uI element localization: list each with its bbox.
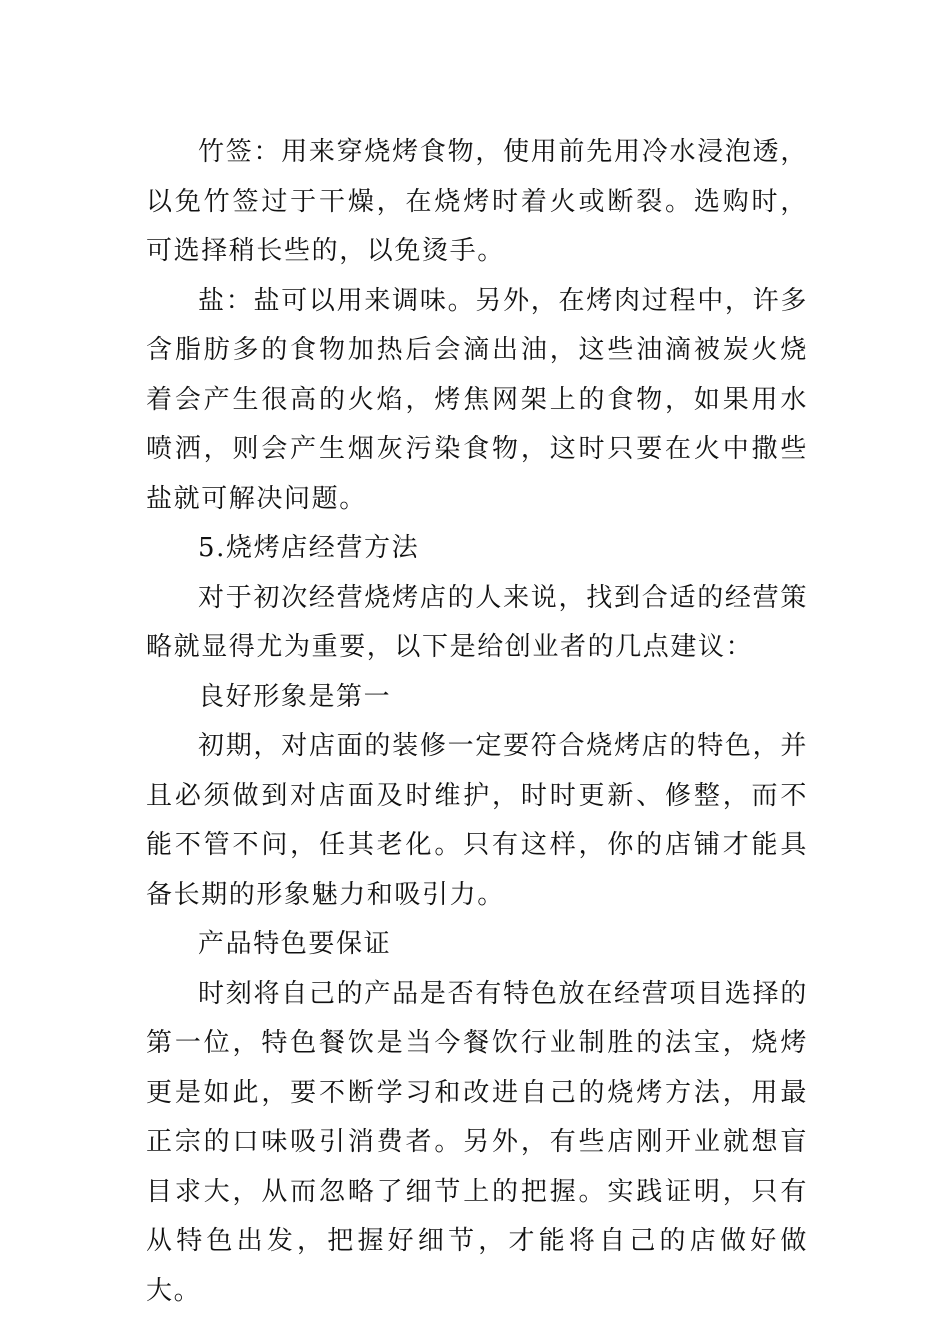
paragraph-bamboo-skewers: 竹签：用来穿烧烤食物，使用前先用冷水浸泡透，以免竹签过于干燥，在烧烤时着火或断裂。选购时，可选择稍长些的，以免烫手。 <box>146 137 808 266</box>
document-body <box>146 128 808 1316</box>
subheading-good-image: 良好形象是第一 <box>198 681 392 712</box>
paragraph-business-intro: 对于初次经营烧烤店的人来说，找到合适的经营策略就显得尤为重要，以下是给创业者的几点建议： <box>146 582 808 662</box>
subheading-product-features: 产品特色要保证 <box>198 929 392 959</box>
paragraph-salt: 盐：盐可以用来调味。另外，在烤肉过程中，许多含脂肪多的食物加热后会滴出油，这些油滴被炭火烧着会产生很高的火焰，烤焦网架上的食物，如果用水喷洒，则会产生烟灰污染食物，这时只要在火中撒些盐就可解决问题。 <box>146 285 808 514</box>
section-heading-business-methods: 5.烧烤店经营方法 <box>198 533 420 563</box>
paragraph-store-image: 初期，对店面的装修一定要符合烧烤店的特色，并且必须做到对店面及时维护，时时更新、修整，而不能不管不问，任其老化。只有这样，你的店铺才能具备长期的形象魅力和吸引力。 <box>146 731 808 910</box>
paragraph-product-features: 时刻将自己的产品是否有特色放在经营项目选择的第一位，特色餐饮是当今餐饮行业制胜的法宝，烧烤更是如此，要不断学习和改进自己的烧烤方法，用最正宗的口味吸引消费者。另外，有些店刚开业就想盲目求大，从而忽略了细节上的把握。实践证明，只有从特色出发，把握好细节，才能将自己的店做好做大。 <box>146 978 808 1306</box>
